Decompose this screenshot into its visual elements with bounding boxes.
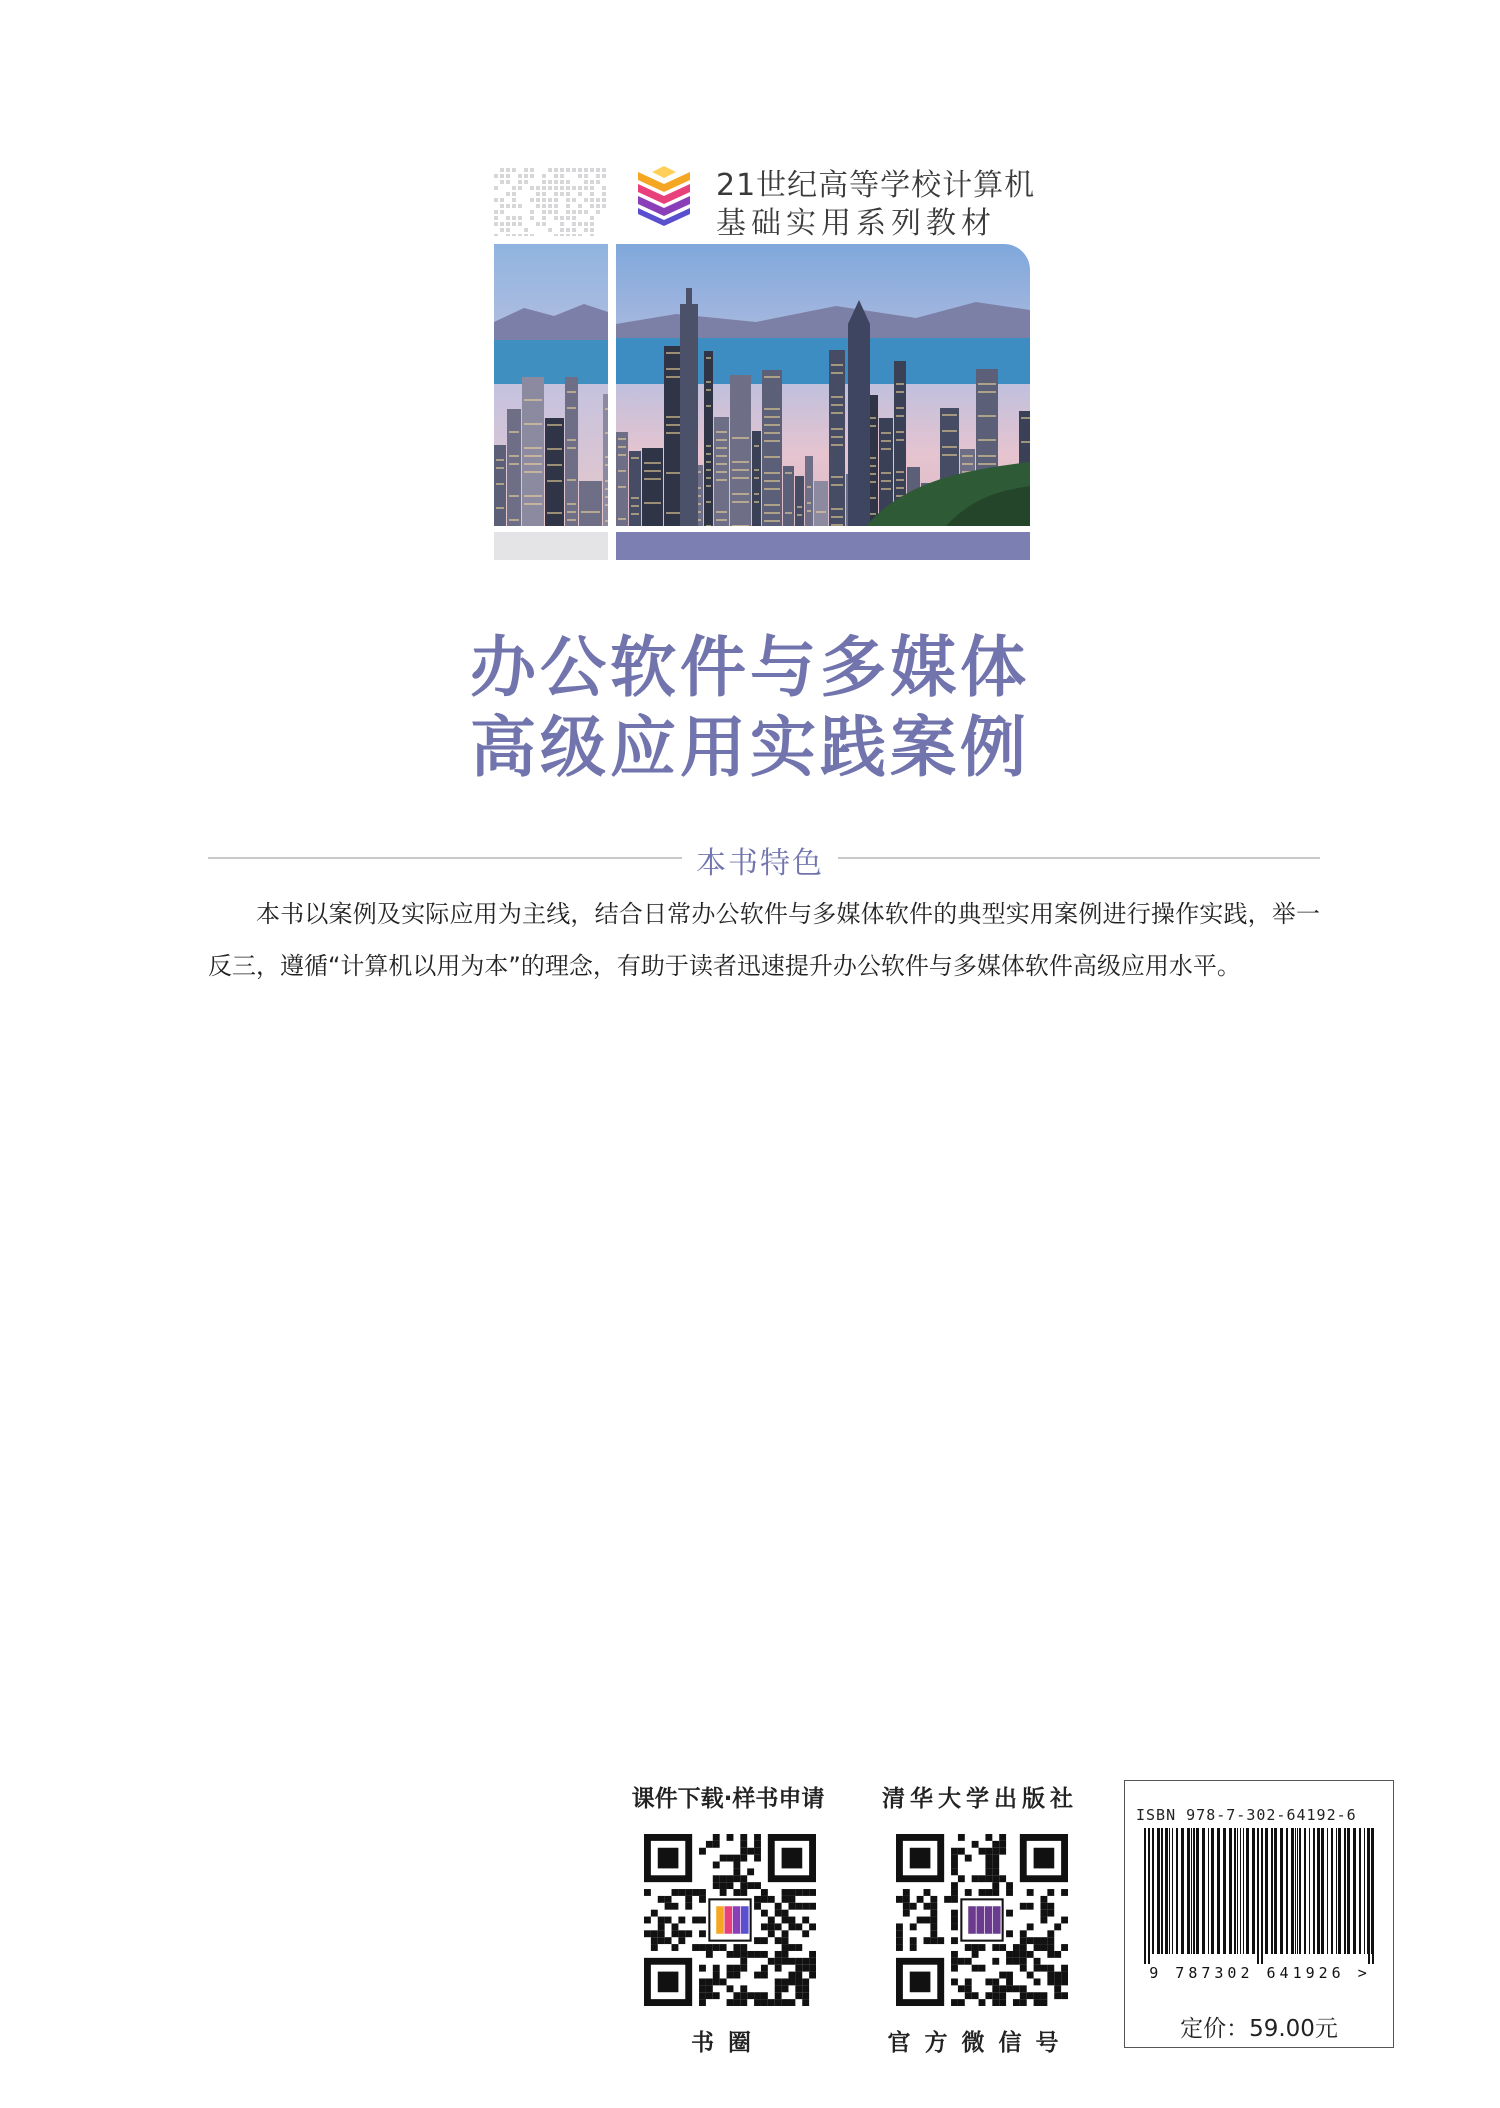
book-title-line1: 办公软件与多媒体 — [470, 629, 1030, 706]
qr-publisher-caption: 官方微信号 — [887, 2030, 1073, 2056]
price-label: 定价：59.00元 — [1180, 2016, 1338, 2042]
isbn-number: ISBN 978-7-302-64192-6 — [1136, 1806, 1357, 1824]
series-title-line1: 21世纪高等学校计算机 — [716, 168, 1036, 203]
cover-photo-left — [494, 244, 608, 526]
series-book-logo-icon — [632, 164, 696, 226]
qr-publisher-title: 清华大学出版社 — [882, 1786, 1078, 1812]
qr-code-publisher — [896, 1834, 1068, 2006]
features-body: 本书以案例及实际应用为主线，结合日常办公软件与多媒体软件的典型实用案例进行操作实践，举一反三，遵循“计算机以用为本”的理念，有助于读者迅速提升办公软件与多媒体软件高级应用水平。 — [208, 900, 1320, 980]
decorative-dot-pattern — [494, 168, 606, 236]
features-divider-left — [208, 857, 682, 859]
barcode-digits: 9 787302 641926 > — [1149, 1964, 1371, 1982]
book-title-line2: 高级应用实践案例 — [470, 709, 1030, 786]
features-heading: 本书特色 — [696, 846, 824, 881]
cover-accent-bar-grey — [494, 532, 608, 560]
cover-accent-bar-purple — [616, 532, 1030, 560]
features-divider-right — [838, 857, 1320, 859]
cover-photo-right — [616, 244, 1030, 526]
qr-code-courseware — [644, 1834, 816, 2006]
series-title-line2: 基础实用系列教材 — [716, 206, 996, 241]
isbn-barcode — [1140, 1828, 1380, 1982]
qr-courseware-title: 课件下载·样书申请 — [631, 1786, 825, 1812]
qr-courseware-caption: 书圈 — [691, 2030, 765, 2056]
